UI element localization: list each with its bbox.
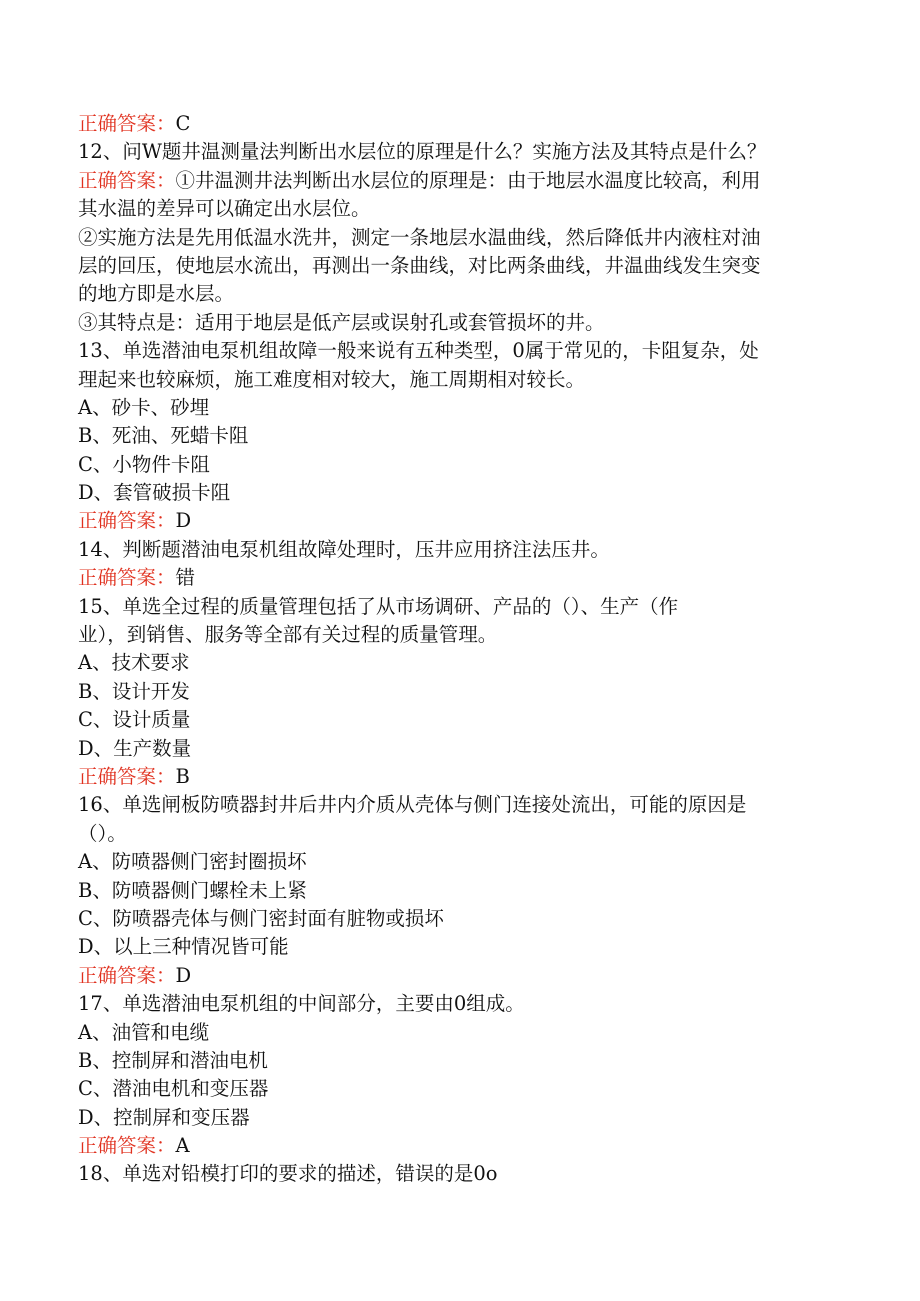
text-line: B、控制屏和潜油电机 [78,1048,268,1072]
answer-value: B [175,764,190,788]
text-line: C、设计质量 [78,708,191,732]
answer-line [78,962,858,990]
answer-label: 正确答案： [78,509,176,533]
answer-label: 正确答案： [78,963,176,987]
answer-label: 正确答案： [78,764,176,788]
text-line: C、小物件卡阻 [78,452,210,476]
text-line: A、油管和电缆 [78,1020,210,1044]
text-line: D、生产数量 [78,736,192,760]
text-line: C、防喷器壳体与侧门密封面有脏物或损坏 [78,906,444,930]
text-line: 12、问W题井温测量法判断出水层位的原理是什么？实施方法及其特点是什么？ [78,140,767,164]
answer-label: 正确答案： [78,566,176,590]
answer-line [78,763,858,791]
text-line: D、控制屏和变压器 [78,1105,250,1129]
answer-line [78,110,858,138]
text-line: 其水温的差异可以确定出水层位。 [78,197,371,221]
text-line: B、防喷器侧门螺栓未上紧 [78,878,307,902]
text-line: ②实施方法是先用低温水洗井，测定一条地层水温曲线，然后降低井内液柱对油 [78,225,761,249]
text-line: 18、单选对铅模打印的要求的描述，错误的是0o [78,1162,498,1186]
answer-line [78,1132,858,1160]
text-line: 16、单选闸板防喷器封井后井内介质从壳体与侧门连接处流出，可能的原因是 [78,793,747,817]
text-line: 17、单选潜油电泵机组的中间部分，主要由0组成。 [78,992,525,1016]
text-line: C、潜油电机和变压器 [78,1077,269,1101]
answer-value: A [175,1134,190,1158]
answer-value: D [175,509,192,533]
answer-line [78,564,858,592]
text-line: D、套管破损卡阻 [78,481,231,505]
answer-value: C [175,112,191,135]
text-line: D、以上三种情况皆可能 [78,935,289,959]
answer-value: ①井温测井法判断出水层位的原理是：由于地层水温度比较高，利用 [175,168,761,192]
text-line: 的地方即是水层。 [78,282,235,306]
text-line: A、技术要求 [78,651,190,675]
answer-line [78,167,858,195]
text-line: （）。 [78,821,127,845]
text-line: 理起来也较麻烦，施工难度相对较大，施工周期相对较长。 [78,367,586,391]
text-line: B、设计开发 [78,679,190,703]
answer-value: D [175,963,192,987]
text-line: A、砂卡、砂埋 [78,395,210,419]
answer-value: 错 [175,566,196,590]
text-line: A、防喷器侧门密封圈损坏 [78,850,307,874]
document-body [78,110,858,1189]
answer-label: 正确答案： [78,1134,176,1158]
text-line: 层的回压，使地层水流出，再测出一条曲线，对比两条曲线，井温曲线发生突变 [78,253,761,277]
answer-line [78,507,858,535]
answer-label: 正确答案： [78,168,176,192]
text-line: 15、单选全过程的质量管理包括了从市场调研、产品的（）、生产（作 [78,594,679,618]
text-line: 13、单选潜油电泵机组故障一般来说有五种类型，0属于常见的，卡阻复杂，处 [78,339,759,363]
text-line: B、死油、死蜡卡阻 [78,424,249,448]
text-line: 14、判断题潜油电泵机组故障处理时，压井应用挤注法压井。 [78,537,610,561]
text-line: ③其特点是：适用于地层是低产层或误射孔或套管损坏的井。 [78,310,605,334]
answer-label: 正确答案： [78,112,176,135]
text-line: 业），到销售、服务等全部有关过程的质量管理。 [78,623,498,647]
